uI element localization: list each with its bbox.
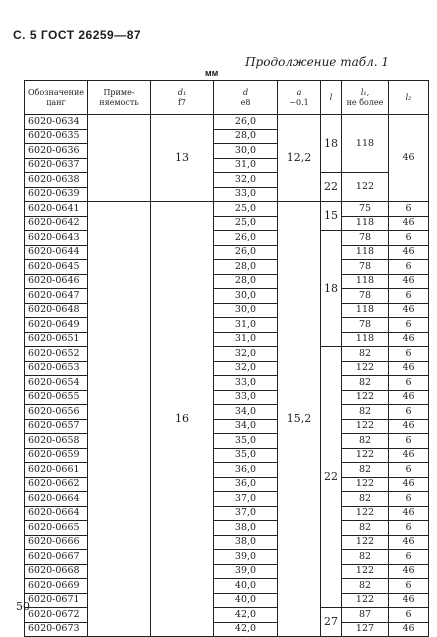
cell-l-merged: 18 <box>321 231 342 347</box>
table-row <box>25 260 429 275</box>
header-d: d e8 <box>214 81 278 115</box>
cell-d: 40,0 <box>214 579 278 594</box>
cell-d: 35,0 <box>214 434 278 449</box>
cell-l2: 6 <box>389 608 429 623</box>
table-continuation-label: Продолжение табл. 1 <box>245 55 389 69</box>
cell-l2: 6 <box>389 550 429 565</box>
cell-app-merged <box>88 115 151 202</box>
cell-code: 6020-0647 <box>25 289 88 304</box>
cell-l1: 122 <box>342 564 389 579</box>
table-row <box>25 579 429 594</box>
cell-code: 6020-0671 <box>25 593 88 608</box>
cell-code: 6020-0662 <box>25 477 88 492</box>
cell-a-merged: 12,2 <box>278 115 321 202</box>
cell-d: 36,0 <box>214 463 278 478</box>
cell-code: 6020-0654 <box>25 376 88 391</box>
cell-code: 6020-0651 <box>25 332 88 347</box>
cell-l2: 46 <box>389 535 429 550</box>
table-row <box>25 477 429 492</box>
cell-code: 6020-0665 <box>25 521 88 536</box>
table-row <box>25 506 429 521</box>
cell-code: 6020-0664 <box>25 492 88 507</box>
table-row <box>25 564 429 579</box>
cell-l2: 46 <box>389 274 429 289</box>
cell-d: 26,0 <box>214 115 278 130</box>
cell-d: 26,0 <box>214 231 278 246</box>
cell-code: 6020-0639 <box>25 187 88 202</box>
page-number: 50 <box>16 600 30 613</box>
cell-app-merged <box>88 202 151 637</box>
cell-l2: 46 <box>389 564 429 579</box>
cell-l1: 82 <box>342 492 389 507</box>
cell-code: 6020-0652 <box>25 347 88 362</box>
cell-l2: 6 <box>389 347 429 362</box>
cell-l2: 46 <box>389 303 429 318</box>
cell-d: 37,0 <box>214 492 278 507</box>
cell-l1: 82 <box>342 463 389 478</box>
cell-l1: 118 <box>342 274 389 289</box>
cell-d1-merged: 13 <box>151 115 214 202</box>
cell-l-merged: 15 <box>321 202 342 231</box>
table-row <box>25 202 429 217</box>
cell-l1: 122 <box>342 390 389 405</box>
cell-code: 6020-0668 <box>25 564 88 579</box>
cell-l-merged: 18 <box>321 115 342 173</box>
cell-code: 6020-0661 <box>25 463 88 478</box>
cell-l2: 6 <box>389 579 429 594</box>
cell-d: 26,0 <box>214 245 278 260</box>
cell-d: 32,0 <box>214 173 278 188</box>
cell-d: 37,0 <box>214 506 278 521</box>
cell-l1: 78 <box>342 260 389 275</box>
cell-d: 38,0 <box>214 521 278 536</box>
cell-d: 42,0 <box>214 622 278 637</box>
cell-l2: 46 <box>389 361 429 376</box>
cell-a-merged: 15,2 <box>278 202 321 637</box>
cell-l2: 6 <box>389 318 429 333</box>
header-l2: l₂ <box>389 81 429 115</box>
cell-code: 6020-0659 <box>25 448 88 463</box>
table-row <box>25 361 429 376</box>
cell-code: 6020-0673 <box>25 622 88 637</box>
cell-d1-merged: 16 <box>151 202 214 637</box>
cell-l2: 46 <box>389 332 429 347</box>
table-row <box>25 419 429 434</box>
table-row <box>25 492 429 507</box>
cell-code: 6020-0669 <box>25 579 88 594</box>
cell-l1: 118 <box>342 332 389 347</box>
cell-code: 6020-0636 <box>25 144 88 159</box>
cell-d: 33,0 <box>214 187 278 202</box>
dimensions-table <box>24 80 429 637</box>
cell-l-merged: 27 <box>321 608 342 637</box>
cell-d: 32,0 <box>214 347 278 362</box>
cell-code: 6020-0645 <box>25 260 88 275</box>
cell-d: 38,0 <box>214 535 278 550</box>
cell-l2-merged: 46 <box>389 115 429 202</box>
cell-d: 36,0 <box>214 477 278 492</box>
cell-l1: 122 <box>342 448 389 463</box>
table-row <box>25 347 429 362</box>
cell-l2: 6 <box>389 231 429 246</box>
cell-l1: 122 <box>342 593 389 608</box>
cell-l2: 6 <box>389 376 429 391</box>
cell-code: 6020-0648 <box>25 303 88 318</box>
cell-l1-merged: 122 <box>342 173 389 202</box>
cell-code: 6020-0667 <box>25 550 88 565</box>
table-row <box>25 463 429 478</box>
cell-code: 6020-0637 <box>25 158 88 173</box>
table-header-row <box>25 81 429 115</box>
table-row <box>25 274 429 289</box>
cell-d: 39,0 <box>214 550 278 565</box>
cell-code: 6020-0641 <box>25 202 88 217</box>
cell-d: 32,0 <box>214 361 278 376</box>
cell-l2: 46 <box>389 622 429 637</box>
cell-code: 6020-0653 <box>25 361 88 376</box>
cell-l1: 82 <box>342 550 389 565</box>
cell-l1: 122 <box>342 419 389 434</box>
header-l: l <box>321 81 342 115</box>
table-row <box>25 535 429 550</box>
cell-l2: 46 <box>389 477 429 492</box>
header-a: a −0.1 <box>278 81 321 115</box>
table-row <box>25 318 429 333</box>
cell-l2: 46 <box>389 245 429 260</box>
table-row <box>25 593 429 608</box>
cell-l1: 82 <box>342 579 389 594</box>
cell-d: 30,0 <box>214 303 278 318</box>
cell-d: 25,0 <box>214 216 278 231</box>
cell-code: 6020-0649 <box>25 318 88 333</box>
cell-d: 31,0 <box>214 332 278 347</box>
cell-l1: 122 <box>342 361 389 376</box>
page-header: С. 5 ГОСТ 26259—87 <box>13 28 142 42</box>
cell-l2: 6 <box>389 434 429 449</box>
cell-code: 6020-0635 <box>25 129 88 144</box>
cell-l2: 46 <box>389 506 429 521</box>
cell-l2: 6 <box>389 492 429 507</box>
cell-code: 6020-0666 <box>25 535 88 550</box>
header-code: Обозначение цанг <box>25 81 88 115</box>
table-row <box>25 303 429 318</box>
cell-d: 28,0 <box>214 129 278 144</box>
cell-l1: 82 <box>342 376 389 391</box>
cell-l1: 82 <box>342 347 389 362</box>
table-row <box>25 434 429 449</box>
cell-l1: 118 <box>342 303 389 318</box>
cell-l1: 78 <box>342 231 389 246</box>
cell-l1: 122 <box>342 477 389 492</box>
cell-d: 35,0 <box>214 448 278 463</box>
table-row <box>25 448 429 463</box>
table-row <box>25 332 429 347</box>
cell-code: 6020-0658 <box>25 434 88 449</box>
header-d1: d₁ f7 <box>151 81 214 115</box>
cell-l2: 6 <box>389 521 429 536</box>
header-applicability: Приме- няемость <box>88 81 151 115</box>
cell-code: 6020-0638 <box>25 173 88 188</box>
cell-code: 6020-0657 <box>25 419 88 434</box>
unit-label: мм <box>205 68 219 78</box>
cell-l2: 6 <box>389 463 429 478</box>
cell-l1: 118 <box>342 216 389 231</box>
table-row <box>25 405 429 420</box>
cell-d: 25,0 <box>214 202 278 217</box>
cell-l2: 6 <box>389 260 429 275</box>
cell-l1: 78 <box>342 289 389 304</box>
cell-code: 6020-0643 <box>25 231 88 246</box>
cell-l2: 6 <box>389 405 429 420</box>
table-row <box>25 289 429 304</box>
cell-code: 6020-0672 <box>25 608 88 623</box>
cell-l2: 6 <box>389 202 429 217</box>
table-row <box>25 216 429 231</box>
table-row <box>25 622 429 637</box>
cell-d: 34,0 <box>214 419 278 434</box>
cell-d: 40,0 <box>214 593 278 608</box>
table-row <box>25 115 429 130</box>
cell-code: 6020-0642 <box>25 216 88 231</box>
cell-l2: 46 <box>389 390 429 405</box>
cell-d: 33,0 <box>214 390 278 405</box>
cell-code: 6020-0634 <box>25 115 88 130</box>
table-row <box>25 231 429 246</box>
cell-d: 28,0 <box>214 274 278 289</box>
table-row <box>25 376 429 391</box>
table-row <box>25 390 429 405</box>
cell-d: 30,0 <box>214 144 278 159</box>
cell-d: 31,0 <box>214 158 278 173</box>
cell-l1: 127 <box>342 622 389 637</box>
cell-l1: 82 <box>342 405 389 420</box>
cell-l1: 78 <box>342 318 389 333</box>
cell-l1: 82 <box>342 521 389 536</box>
cell-l1-merged: 118 <box>342 115 389 173</box>
cell-d: 31,0 <box>214 318 278 333</box>
table-row <box>25 173 429 188</box>
cell-code: 6020-0646 <box>25 274 88 289</box>
cell-code: 6020-0664 <box>25 506 88 521</box>
cell-code: 6020-0655 <box>25 390 88 405</box>
cell-l1: 75 <box>342 202 389 217</box>
cell-l2: 46 <box>389 448 429 463</box>
table-body <box>25 115 429 637</box>
cell-d: 30,0 <box>214 289 278 304</box>
cell-d: 34,0 <box>214 405 278 420</box>
cell-l2: 46 <box>389 216 429 231</box>
cell-l1: 122 <box>342 535 389 550</box>
header-l1: l₁, не более <box>342 81 389 115</box>
cell-d: 28,0 <box>214 260 278 275</box>
cell-l1: 118 <box>342 245 389 260</box>
cell-l2: 46 <box>389 593 429 608</box>
cell-l1: 82 <box>342 434 389 449</box>
table-row <box>25 245 429 260</box>
cell-d: 42,0 <box>214 608 278 623</box>
cell-l1: 87 <box>342 608 389 623</box>
cell-l1: 122 <box>342 506 389 521</box>
cell-l2: 46 <box>389 419 429 434</box>
cell-l-merged: 22 <box>321 347 342 608</box>
cell-d: 33,0 <box>214 376 278 391</box>
table-row <box>25 550 429 565</box>
cell-l-merged: 22 <box>321 173 342 202</box>
cell-d: 39,0 <box>214 564 278 579</box>
cell-l2: 6 <box>389 289 429 304</box>
table-row <box>25 521 429 536</box>
cell-code: 6020-0656 <box>25 405 88 420</box>
cell-code: 6020-0644 <box>25 245 88 260</box>
table-row <box>25 608 429 623</box>
